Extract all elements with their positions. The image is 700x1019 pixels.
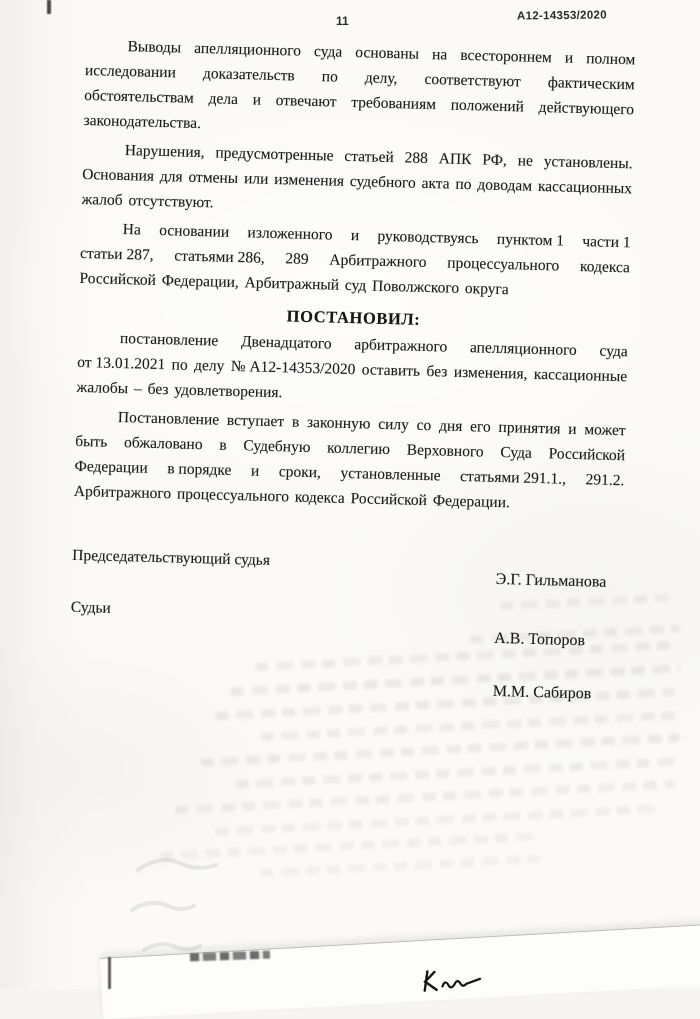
text-line: Арбитражного процессуального кодекса Российской Федерации. (73, 482, 511, 512)
word: требованиям (351, 93, 437, 114)
word: Выводы (127, 38, 182, 57)
word: Судебную (243, 437, 311, 457)
word: дела (208, 90, 239, 108)
word: изменения (274, 170, 345, 190)
word: может (584, 421, 626, 440)
text-line: жалоб отсутствуют. (81, 190, 214, 212)
word: на (431, 46, 448, 64)
word: силу (377, 415, 410, 434)
paragraph (76, 325, 628, 414)
word: по (171, 356, 188, 374)
word: и (350, 227, 360, 245)
word: апелляционного (469, 339, 578, 359)
word: Основания (81, 165, 155, 185)
word: доказательств (202, 65, 295, 85)
signature-block (67, 518, 623, 772)
word: делу, (364, 69, 398, 88)
document-text-block (67, 30, 636, 772)
word: РФ, (482, 151, 508, 170)
word: № А12-14353/2020 (230, 357, 356, 379)
word: делу (193, 356, 225, 375)
word: исследовании (84, 61, 177, 82)
word: отмены (188, 168, 239, 188)
word: действующего (538, 98, 635, 119)
word: На (122, 221, 142, 239)
word: не (517, 152, 534, 170)
presiding-judge-name: Э.Г. Гильманова (495, 570, 607, 591)
text-line: жалобы – без удовлетворения. (76, 378, 283, 402)
word: 289 (285, 250, 309, 268)
word: и (568, 420, 577, 438)
word: по (321, 68, 339, 86)
word: Нарушения, (124, 142, 205, 162)
word: соответствуют (424, 70, 522, 91)
judges-label: Судьи (70, 598, 112, 617)
scan-edge-tick-top (47, 0, 51, 14)
paragraph (79, 216, 631, 305)
page-number: 11 (336, 14, 349, 28)
word: без (426, 363, 448, 381)
word: арбитражного (354, 336, 448, 356)
word: Суда (500, 443, 533, 462)
presiding-judge-label: Председательствующий судья (72, 546, 271, 569)
word: и (564, 49, 574, 67)
word: полном (585, 50, 636, 69)
word: Верховного (406, 441, 484, 461)
word: Постановление (117, 408, 220, 429)
text-line: законодательства. (83, 111, 202, 133)
judge-name-sabirov: М.М. Сабиров (492, 682, 592, 703)
word: Двенадцатого (240, 333, 332, 353)
word: в (291, 413, 300, 431)
word: вступает (226, 411, 285, 431)
word: дня (438, 417, 463, 435)
word: основании (159, 221, 230, 241)
word: пунктом 1 (496, 230, 565, 250)
word: Арбитражного (329, 251, 427, 271)
word: установлены. (543, 153, 633, 173)
word: Федерации (74, 457, 148, 477)
word: и (252, 91, 262, 109)
word: для (159, 167, 183, 186)
word: статьи 287, (79, 244, 154, 264)
case-number: А12-14353/2020 (516, 9, 607, 23)
word: обжаловано (123, 434, 203, 454)
word: установленные (340, 464, 441, 485)
word: судебного (349, 172, 416, 192)
word: изменения, (453, 363, 528, 383)
paragraph (83, 33, 635, 147)
word: акта (421, 174, 450, 193)
word: со (416, 416, 432, 435)
word: 291.2. (585, 471, 625, 490)
word: в (219, 436, 227, 454)
word: всестороннем (460, 46, 553, 67)
word: принятия (498, 418, 561, 438)
bleed-through-artifact (215, 804, 665, 836)
document-body (74, 33, 636, 518)
word: от 13.01.2021 (77, 353, 166, 374)
scan-edge-tick-bottom (108, 957, 111, 989)
text-line: Российской Федерации, Арбитражный суд Поволжского округа (79, 269, 509, 299)
word: процессуального (447, 254, 560, 275)
word: оставить (361, 361, 421, 380)
word: законную (306, 413, 371, 433)
word: отвечают (275, 91, 337, 111)
word: части 1 (582, 233, 631, 252)
word: статьями 291.1., (459, 467, 567, 488)
word: и (250, 462, 260, 480)
word: обстоятельствам (84, 86, 195, 107)
paragraph (81, 137, 633, 226)
word: его (469, 418, 491, 436)
word: предусмотренные (215, 144, 334, 165)
word: или (243, 170, 269, 188)
word: изложенного (247, 224, 333, 244)
word: кодекса (579, 258, 631, 277)
word: суда (313, 42, 343, 61)
word: Российской (548, 445, 626, 465)
word: апелляционного (193, 39, 302, 60)
resolution-heading: ПОСТАНОВИЛ: (286, 306, 421, 329)
judge-name-toporov: А.В. Топоров (493, 629, 586, 650)
word: по (455, 175, 472, 194)
paragraph (74, 404, 626, 518)
word: фактическим (547, 74, 635, 94)
word: статьями 286, (174, 247, 265, 267)
word: положений (450, 96, 525, 116)
word: сроки, (278, 463, 322, 482)
word: постановление (119, 329, 219, 350)
word: руководствуясь (377, 227, 479, 248)
word: 288 (404, 149, 429, 167)
word: доводам (477, 176, 533, 195)
word: суда (599, 342, 628, 361)
word: коллегию (326, 439, 391, 459)
word: статьей (344, 147, 394, 167)
word: кассационные (533, 365, 628, 386)
word: быть (75, 432, 108, 451)
word: АПК (438, 150, 472, 169)
word: кассационных (537, 177, 633, 198)
word: основаны (355, 44, 420, 63)
word: в порядке (167, 460, 232, 479)
